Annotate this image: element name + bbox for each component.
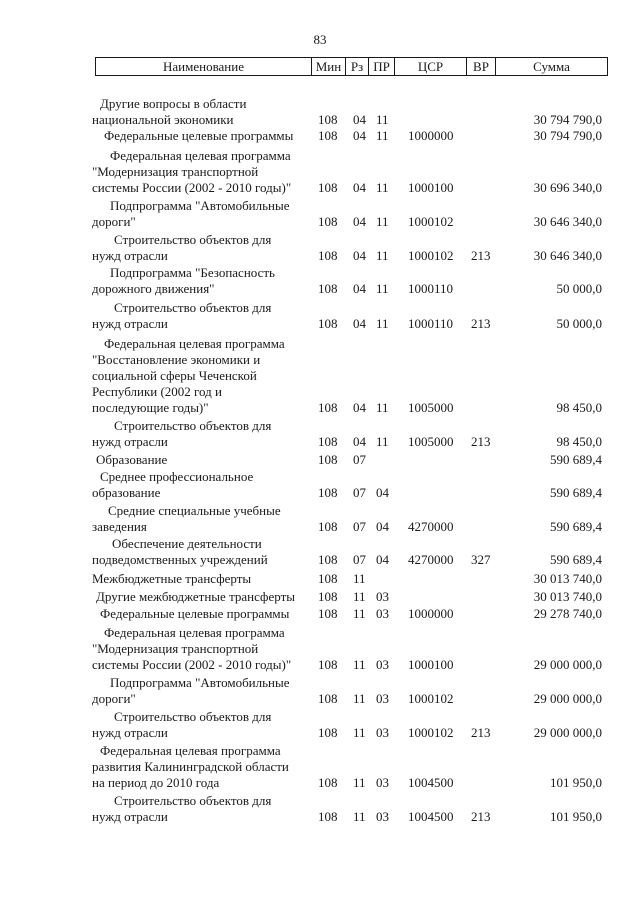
header-rz: Рз (350, 59, 364, 74)
cell-csr: 1004500 (408, 775, 454, 790)
table-row (0, 571, 640, 587)
row-name-line: дорожного движения" (92, 281, 215, 296)
cell-sum: 30 696 340,0 (533, 180, 602, 195)
cell-vr: 327 (471, 552, 491, 567)
row-name-line: социальной сферы Чеченской (92, 368, 257, 383)
cell-vr: 213 (471, 434, 491, 449)
cell-rz: 11 (353, 589, 366, 604)
row-name-line: нужд отрасли (92, 809, 168, 824)
cell-sum: 30 013 740,0 (533, 571, 602, 586)
row-name-line: дороги" (92, 691, 136, 706)
row-name-line: нужд отрасли (92, 248, 168, 263)
cell-pr: 11 (376, 400, 389, 415)
row-name-line: Строительство объектов для (114, 418, 272, 433)
cell-min: 108 (318, 657, 338, 672)
table-row (0, 625, 640, 673)
cell-rz: 04 (353, 248, 366, 263)
row-name-line: дороги" (92, 214, 136, 229)
cell-pr: 11 (376, 112, 389, 127)
row-name-line: Строительство объектов для (114, 300, 272, 315)
row-name-line: Межбюджетные трансферты (92, 571, 252, 586)
table-row (0, 536, 640, 568)
cell-min: 108 (318, 112, 338, 127)
cell-sum: 30 794 790,0 (533, 112, 602, 127)
cell-rz: 11 (353, 691, 366, 706)
cell-min: 108 (318, 589, 338, 604)
cell-rz: 04 (353, 128, 366, 143)
cell-rz: 11 (353, 657, 366, 672)
row-name-line: подведомственных учреждений (92, 552, 268, 567)
cell-rz: 04 (353, 400, 366, 415)
header-csr: ЦСР (417, 59, 444, 74)
table-row (0, 503, 640, 535)
header-sum: Сумма (533, 59, 570, 74)
cell-sum: 101 950,0 (550, 809, 602, 824)
cell-min: 108 (318, 691, 338, 706)
row-name-line: Строительство объектов для (114, 793, 272, 808)
cell-rz: 11 (353, 775, 366, 790)
row-name-line: Строительство объектов для (114, 232, 272, 247)
cell-min: 108 (318, 316, 338, 331)
cell-csr: 1000102 (408, 725, 454, 740)
cell-min: 108 (318, 519, 338, 534)
cell-min: 108 (318, 214, 338, 229)
cell-csr: 1000102 (408, 248, 454, 263)
cell-sum: 98 450,0 (556, 434, 602, 449)
cell-pr: 03 (376, 657, 389, 672)
row-name-line: Подпрограмма "Автомобильные (110, 198, 290, 213)
row-name-line: Среднее профессиональное (100, 469, 254, 484)
cell-csr: 1004500 (408, 809, 454, 824)
row-name-line: Образование (96, 452, 168, 467)
table-row (0, 198, 640, 230)
row-name-line: Федеральная целевая программа (104, 336, 285, 351)
header-vr: ВР (473, 59, 489, 74)
cell-sum: 29 000 000,0 (533, 725, 602, 740)
cell-sum: 590 689,4 (550, 519, 602, 534)
table-row (0, 743, 640, 791)
cell-pr: 03 (376, 589, 389, 604)
cell-min: 108 (318, 571, 338, 586)
cell-sum: 50 000,0 (556, 316, 602, 331)
cell-pr: 04 (376, 485, 389, 500)
row-name-line: Средние специальные учебные (108, 503, 281, 518)
page-number: 83 (313, 32, 327, 47)
table-row (0, 709, 640, 741)
cell-min: 108 (318, 606, 338, 621)
cell-csr: 1005000 (408, 434, 454, 449)
cell-csr: 1000102 (408, 691, 454, 706)
cell-pr: 03 (376, 606, 389, 621)
cell-sum: 29 000 000,0 (533, 657, 602, 672)
cell-vr: 213 (471, 725, 491, 740)
cell-rz: 04 (353, 112, 366, 127)
cell-sum: 590 689,4 (550, 552, 602, 567)
table-row (0, 418, 640, 450)
cell-sum: 30 646 340,0 (533, 214, 602, 229)
cell-sum: 590 689,4 (550, 485, 602, 500)
table-row (0, 336, 640, 416)
cell-min: 108 (318, 775, 338, 790)
cell-rz: 04 (353, 180, 366, 195)
cell-min: 108 (318, 485, 338, 500)
table-row (0, 96, 640, 128)
cell-min: 108 (318, 128, 338, 143)
cell-csr: 1000000 (408, 606, 454, 621)
row-name-line: Республики (2002 год и (92, 384, 222, 399)
cell-vr: 213 (471, 248, 491, 263)
cell-pr: 11 (376, 248, 389, 263)
table-row (0, 232, 640, 264)
table-row (0, 300, 640, 332)
row-name-line: Федеральные целевые программы (100, 606, 290, 621)
row-name-line: последующие годы)" (92, 400, 209, 415)
cell-rz: 11 (353, 725, 366, 740)
table-row (0, 606, 640, 622)
row-name-line: Федеральная целевая программа (110, 148, 291, 163)
cell-csr: 1000000 (408, 128, 454, 143)
row-name-line: "Восстановление экономики и (92, 352, 261, 367)
row-name-line: Другие вопросы в области (100, 96, 247, 111)
cell-sum: 29 000 000,0 (533, 691, 602, 706)
header-name: Наименование (163, 59, 244, 74)
cell-pr: 03 (376, 809, 389, 824)
cell-min: 108 (318, 725, 338, 740)
cell-rz: 07 (353, 452, 366, 467)
cell-pr: 03 (376, 725, 389, 740)
cell-csr: 1000102 (408, 214, 454, 229)
table-row (0, 265, 640, 297)
cell-min: 108 (318, 552, 338, 567)
cell-pr: 11 (376, 281, 389, 296)
cell-rz: 04 (353, 434, 366, 449)
header-pr: ПР (373, 59, 390, 74)
cell-min: 108 (318, 809, 338, 824)
row-name-line: Федеральная целевая программа (100, 743, 281, 758)
cell-pr: 04 (376, 552, 389, 567)
cell-csr: 1000110 (408, 316, 454, 331)
table-row (0, 793, 640, 825)
row-name-line: заведения (92, 519, 147, 534)
table-row (0, 452, 640, 468)
cell-min: 108 (318, 248, 338, 263)
row-name-line: "Модернизация транспортной (92, 164, 259, 179)
cell-min: 108 (318, 452, 338, 467)
header-min: Мин (315, 59, 342, 74)
cell-min: 108 (318, 281, 338, 296)
cell-rz: 07 (353, 552, 366, 567)
cell-csr: 1005000 (408, 400, 454, 415)
cell-sum: 30 646 340,0 (533, 248, 602, 263)
cell-sum: 30 794 790,0 (533, 128, 602, 143)
row-name-line: на период до 2010 года (92, 775, 220, 790)
table-row (0, 469, 640, 501)
cell-min: 108 (318, 180, 338, 195)
cell-rz: 04 (353, 281, 366, 296)
row-name-line: нужд отрасли (92, 316, 168, 331)
cell-min: 108 (318, 400, 338, 415)
table-row (0, 675, 640, 707)
cell-vr: 213 (471, 316, 491, 331)
row-name-line: нужд отрасли (92, 725, 168, 740)
cell-csr: 4270000 (408, 519, 454, 534)
cell-csr: 4270000 (408, 552, 454, 567)
cell-sum: 98 450,0 (556, 400, 602, 415)
cell-rz: 11 (353, 606, 366, 621)
cell-sum: 30 013 740,0 (533, 589, 602, 604)
row-name-line: развития Калининградской области (92, 759, 289, 774)
cell-csr: 1000100 (408, 180, 454, 195)
cell-sum: 590 689,4 (550, 452, 602, 467)
row-name-line: Федеральные целевые программы (104, 128, 294, 143)
cell-sum: 29 278 740,0 (533, 606, 602, 621)
cell-pr: 03 (376, 775, 389, 790)
cell-pr: 11 (376, 316, 389, 331)
table-row (0, 148, 640, 196)
table-row (0, 128, 640, 144)
table-row (0, 589, 640, 605)
cell-rz: 07 (353, 485, 366, 500)
row-name-line: системы России (2002 - 2010 годы)" (92, 180, 292, 195)
cell-rz: 11 (353, 571, 366, 586)
cell-pr: 11 (376, 214, 389, 229)
cell-rz: 07 (353, 519, 366, 534)
cell-pr: 04 (376, 519, 389, 534)
row-name-line: национальной экономики (92, 112, 234, 127)
row-name-line: Строительство объектов для (114, 709, 272, 724)
row-name-line: Другие межбюджетные трансферты (96, 589, 295, 604)
cell-sum: 50 000,0 (556, 281, 602, 296)
cell-vr: 213 (471, 809, 491, 824)
cell-min: 108 (318, 434, 338, 449)
cell-rz: 04 (353, 316, 366, 331)
row-name-line: Федеральная целевая программа (104, 625, 285, 640)
row-name-line: Подпрограмма "Автомобильные (110, 675, 290, 690)
row-name-line: нужд отрасли (92, 434, 168, 449)
cell-pr: 03 (376, 691, 389, 706)
cell-csr: 1000110 (408, 281, 454, 296)
row-name-line: образование (92, 485, 161, 500)
cell-rz: 11 (353, 809, 366, 824)
row-name-line: "Модернизация транспортной (92, 641, 259, 656)
cell-rz: 04 (353, 214, 366, 229)
row-name-line: Подпрограмма "Безопасность (110, 265, 275, 280)
cell-pr: 11 (376, 434, 389, 449)
cell-sum: 101 950,0 (550, 775, 602, 790)
cell-pr: 11 (376, 180, 389, 195)
cell-csr: 1000100 (408, 657, 454, 672)
cell-pr: 11 (376, 128, 389, 143)
row-name-line: Обеспечение деятельности (112, 536, 262, 551)
row-name-line: системы России (2002 - 2010 годы)" (92, 657, 292, 672)
